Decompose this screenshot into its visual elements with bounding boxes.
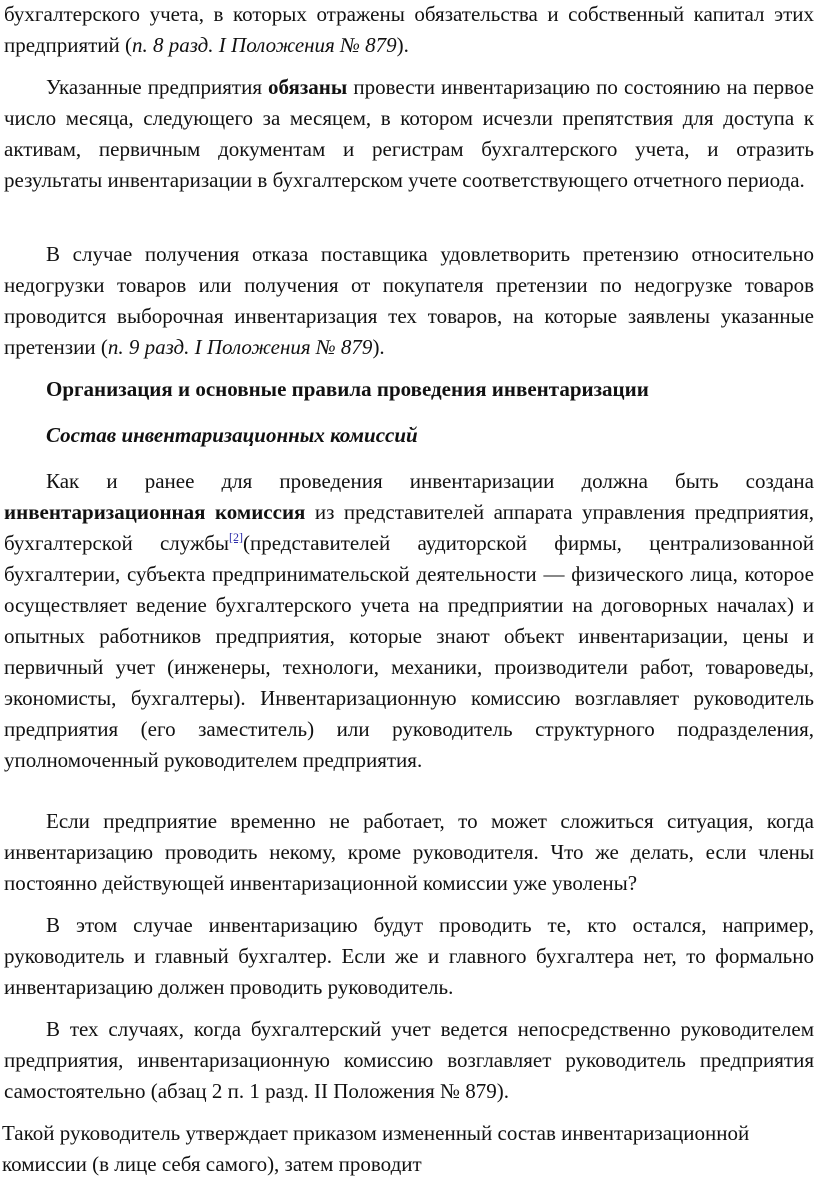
paragraph-remaining-staff: В этом случае инвентаризацию будут проводить те, кто остался, например, руководитель и главный бухгалтер. Если же и главного бухгалтера нет, то формально инвентаризацию должен проводить руководитель. <box>4 913 814 999</box>
paragraph-text-start: Указанные предприятия <box>46 75 269 99</box>
paragraph-obliged-inventory <box>4 72 814 196</box>
paragraph-text-rest: (представителей аудиторской фирмы, централизованной бухгалтерии, субъекта предпринимательской деятельности — физического лица, которое осуществляет ведение бухгалтерского учета на предприятии на договорных началах) и опытных работников предприятия, которые знают объект инвентаризации, цены и первичный учет (инженеры, технологи, механики, производители работ, товароведы, экономисты, бухгалтеры). Инвентаризационную комиссию возглавляет руководитель предприятия (его заместитель) или руководитель структурного подразделения, уполномоченный руководителем предприятия. <box>4 531 814 772</box>
paragraph-text: В случае получения отказа поставщика удовлетворить претензию относительно недогрузки товаров или получения от покупателя претензии по недогрузке товаров проводится выборочная инвентаризация тех товаров, на которые заявлены указанные претензии ( <box>4 242 814 359</box>
paragraph-text: бухгалтерского учета, в которых отражены обязательства и собственный капитал этих предприятий ( <box>4 2 814 57</box>
paragraph-obligations-capital <box>4 0 814 61</box>
subsection-heading-commission: Состав инвентаризационных комиссий <box>46 423 418 447</box>
paragraph-commission-composition <box>4 466 814 776</box>
paragraph-supplier-claim <box>4 239 814 363</box>
paragraph-manager-approves: Такой руководитель утверждает приказом измененный состав инвентаризационной комиссии (в лице себя самого), затем проводит <box>2 1121 750 1176</box>
section-heading-organization: Организация и основные правила проведения инвентаризации <box>46 377 649 401</box>
legal-reference: п. 9 разд. I Положения № 879 <box>107 335 373 359</box>
paragraph-enterprise-not-working: Если предприятие временно не работает, то может сложиться ситуация, когда инвентаризацию проводить некому, кроме руководителя. Что же делать, если члены постоянно действующей инвентаризационной комиссии уже уволены? <box>4 809 814 895</box>
paragraph-end: ). <box>372 335 385 359</box>
paragraph-text-rest: провести инвентаризацию по состоянию на первое число месяца, следующего за месяцем, в котором исчезли препятствия для доступа к активам, первичным документам и регистрам бухгалтерского учета, и отразить результаты инвентаризации в бухгалтерском учете соответствующего отчетного периода. <box>4 75 814 192</box>
bold-term-obliged: обязаны <box>268 75 348 99</box>
footnote-link[interactable]: [2] <box>229 530 244 544</box>
paragraph-text-start: Как и ранее для проведения инвентаризации должна быть создана <box>46 469 814 493</box>
bold-term-commission: инвентаризационная комиссия <box>4 500 306 524</box>
paragraph-end: ). <box>396 33 409 57</box>
legal-reference: п. 8 разд. I Положения № 879 <box>132 33 397 57</box>
paragraph-text-mid: из представителей аппарата управления предприятия, бухгалтерской службы <box>4 500 814 555</box>
paragraph-manager-heads-commission: В тех случаях, когда бухгалтерский учет ведется непосредственно руководителем предприятия, инвентаризационную комиссию возглавляет руководитель предприятия самостоятельно (абзац 2 п. 1 разд. II Положения № 879). <box>4 1017 814 1103</box>
